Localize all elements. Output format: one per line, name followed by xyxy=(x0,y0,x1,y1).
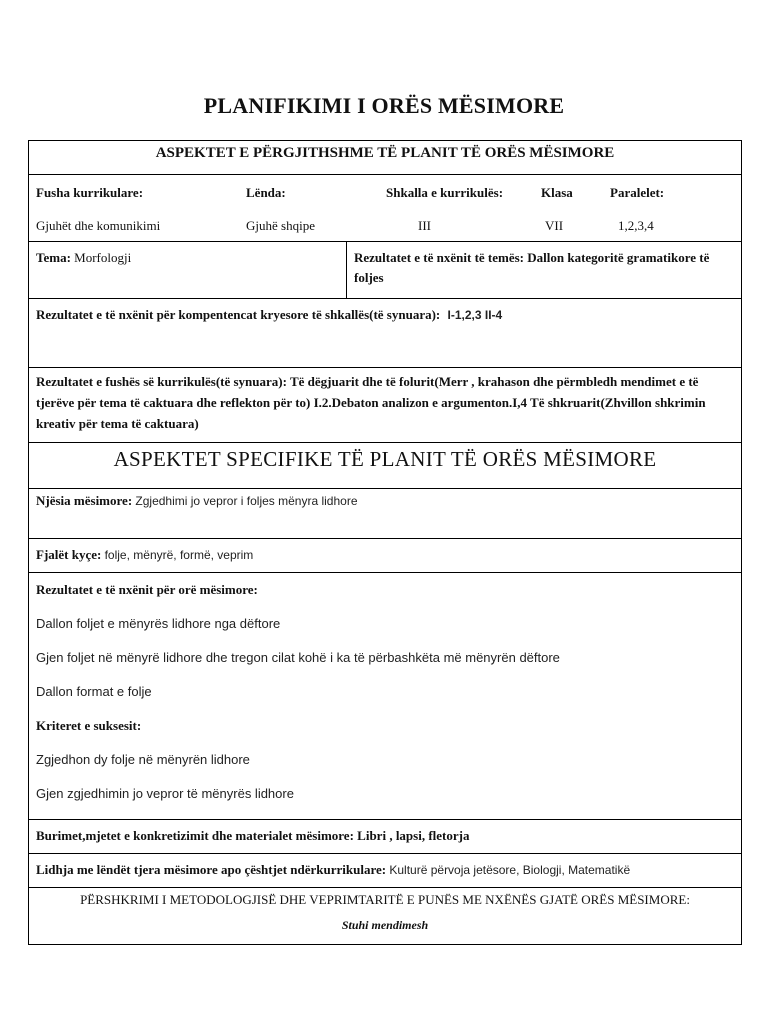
cross-curricular-value: Kulturë përvoja jetësore, Biologji, Matematikë xyxy=(389,863,631,877)
fjalet-label: Fjalët kyçe: xyxy=(36,547,102,562)
tema-value: Morfologji xyxy=(74,250,132,265)
klasa-label: Klasa xyxy=(541,185,573,200)
njesia-row xyxy=(29,489,741,539)
fusha-value: Gjuhët dhe komunikimi xyxy=(36,218,161,233)
tema-results-value: Dallon kategoritë gramatikore të foljes xyxy=(354,250,710,285)
success-criteria-item: Gjen zgjedhimin jo vepror të mënyrës lidhore xyxy=(36,786,294,801)
lesson-result-item: Dallon format e folje xyxy=(36,684,152,699)
specific-aspects-header: ASPEKTET SPECIFIKE TË PLANIT TË ORËS MËSIMORE xyxy=(29,443,741,489)
resources-label: Burimet,mjetet e konkretizimit dhe materialet mësimore: xyxy=(36,828,354,843)
fjalet-row xyxy=(29,539,741,573)
competence-results-row xyxy=(29,299,741,368)
klasa-value: VII xyxy=(545,218,564,233)
paralelet-value: 1,2,3,4 xyxy=(618,218,654,233)
tema-row xyxy=(29,242,741,299)
lesson-result-item: Dallon foljet e mënyrës lidhore nga dëftore xyxy=(36,616,281,631)
fjalet-value: folje, mënyrë, formë, veprim xyxy=(104,548,254,562)
lesson-result-item: Gjen foljet në mënyrë lidhore dhe tregon cilat kohë i ka të përbashkëta më mënyrën dëftore xyxy=(36,650,560,665)
tema-cell xyxy=(29,242,347,298)
general-aspects-header: ASPEKTET E PËRGJITHSHME TË PLANIT TË ORËS MËSIMORE xyxy=(29,141,741,175)
competence-results-label: Rezultatet e të nxënit për kompentencat kryesore të shkallës(të synuara): xyxy=(36,307,441,322)
njesia-label: Njësia mësimore: xyxy=(36,493,133,508)
resources-row xyxy=(29,820,741,854)
shkalla-label: Shkalla e kurrikulës: xyxy=(386,185,504,200)
cross-curricular-label: Lidhja me lëndët tjera mësimore apo çështjet ndërkurrikulare: xyxy=(36,862,387,877)
lesson-results-section xyxy=(29,573,741,820)
curriculum-info-row xyxy=(29,175,741,242)
lesson-plan-table xyxy=(28,140,742,945)
competence-results-value: I-1,2,3 II-4 xyxy=(447,308,503,322)
success-criteria-item: Zgjedhon dy folje në mënyrën lidhore xyxy=(36,752,250,767)
cross-curricular-row xyxy=(29,854,741,888)
methodology-row xyxy=(29,888,741,944)
tema-results-label: Rezultatet e të nxënit të temës: xyxy=(354,250,525,265)
success-criteria-label: Kriteret e suksesit: xyxy=(36,718,142,733)
page-title: PLANIFIKIMI I ORËS MËSIMORE xyxy=(203,93,565,118)
lenda-label: Lënda: xyxy=(246,185,286,200)
fusha-label: Fusha kurrikulare: xyxy=(36,185,144,200)
curriculum-results-row: Rezultatet e fushës së kurrikulës(të synuara): Të dëgjuarit dhe të folurit(Merr , krahason dhe përmbledh mendimet e të tjerëve për tema të caktuara dhe reflekton për to) I.2.Debaton analizon e argumenton.I,4 Të shkruarit(Zhvillon shkrimin kreativ për tema të caktuara) xyxy=(29,368,741,443)
methodology-label: PËRSHKRIMI I METODOLOGJISË DHE VEPRIMTARITË E PUNËS ME NXËNËS GJATË ORËS MËSIMORE: xyxy=(80,892,690,907)
lenda-value: Gjuhë shqipe xyxy=(246,218,315,233)
shkalla-value: III xyxy=(418,218,431,233)
tema-results-cell xyxy=(347,242,741,298)
lesson-results-label: Rezultatet e të nxënit për orë mësimore: xyxy=(36,582,258,597)
methodology-value: Stuhi mendimesh xyxy=(341,918,429,932)
njesia-value: Zgjedhimi jo vepror i foljes mënyra lidhore xyxy=(135,494,358,508)
paralelet-label: Paralelet: xyxy=(610,185,665,200)
tema-label: Tema: xyxy=(36,250,71,265)
resources-value: Libri , lapsi, fletorja xyxy=(357,828,470,843)
